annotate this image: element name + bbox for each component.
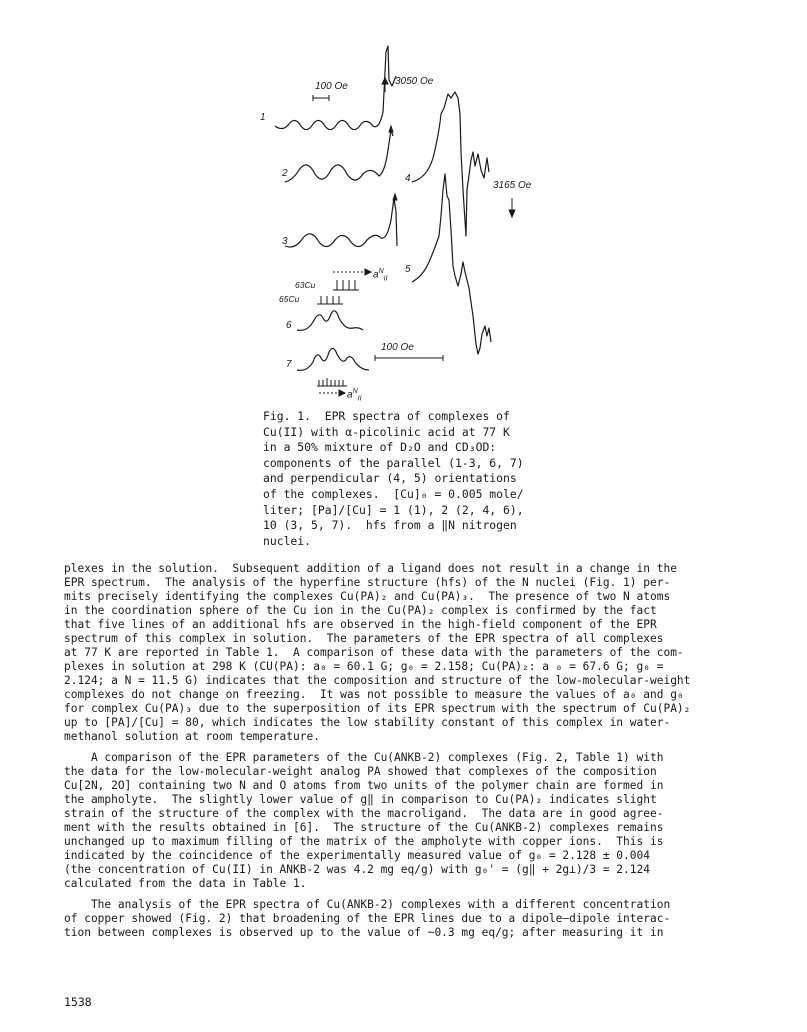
caption-line: nuclei.	[263, 533, 312, 548]
text-line: complexes do not change on freezing. It was not possible to measure the values of a₀ and g₀	[64, 688, 684, 701]
text-line: ment with the results obtained in [6]. The structure of the Cu(ANKB-2) complexes remains	[64, 821, 664, 834]
curve-number-5: 5	[405, 264, 411, 275]
text-line: for complex Cu(PA)₃ due to the superposition of its EPR spectrum with the spectrum of Cu(PA)₂	[64, 702, 691, 715]
text-line: of copper showed (Fig. 2) that broadening of the EPR lines due to a dipole–dipole interac-	[64, 912, 671, 925]
nitrogen-hfs-sticks	[317, 378, 347, 396]
caption-line: and perpendicular (4, 5) orientations	[263, 471, 517, 486]
field-marker-3165	[509, 198, 515, 217]
curve-number-3: 3	[282, 236, 288, 247]
caption-line: Fig. 1. EPR spectra of complexes of	[263, 409, 510, 423]
curve-number-4: 4	[405, 173, 411, 184]
figure-caption	[263, 409, 553, 549]
caption-line: components of the parallel (1-3, 6, 7)	[263, 455, 524, 470]
a-parallel-label-upper: $a^N_{II}$	[373, 268, 388, 283]
text-line: that five lines of an additional hfs are observed in the high-field component of the EPR	[64, 618, 657, 631]
caption-line: Cu(II) with α-picolinic acid at 77 K	[263, 424, 510, 439]
text-line: methanol solution at room temperature.	[64, 730, 320, 743]
scale-label-top: 100 Oe	[315, 81, 348, 92]
paragraph-1	[64, 562, 744, 744]
text-line: calculated from the data in Table 1.	[64, 877, 307, 890]
cu63-label: 63Cu	[295, 280, 316, 290]
scale-bar-top	[313, 95, 329, 101]
text-line: 2.124; a N = 11.5 G) indicates that the composition and structure of the low-molecular-weight	[64, 674, 691, 687]
spectrum-7	[297, 348, 369, 370]
cu65-label: 65Cu	[279, 294, 300, 304]
text-line: at 77 K are reported in Table 1. A comparison of these data with the parameters of the com-	[64, 646, 684, 659]
text-line: (the concentration of Cu(II) in ANKB-2 was 4.2 mg eq/g) with g₀' = (g‖ + 2g⊥)/3 = 2.124	[64, 863, 650, 876]
a-parallel-label-lower: $a^N_{II}$	[347, 388, 362, 403]
cu65-sticks	[317, 296, 343, 304]
cu63-sticks	[333, 269, 371, 290]
scale-bar-bottom	[375, 355, 443, 361]
paragraph-2	[64, 751, 744, 891]
text-line: in the coordination sphere of the Cu ion in the Cu(PA)₂ complex is confirmed by the fact	[64, 604, 657, 617]
text-line: strain of the structure of the complex with the macroligand. The data are in good agree-	[64, 807, 664, 820]
text-line: Cu[2N, 2O] containing two N and O atoms from two units of the polymer chain are formed in	[64, 779, 664, 792]
field-label-3165: 3165 Oe	[493, 180, 532, 191]
scale-label-bottom: 100 Oe	[381, 342, 414, 353]
curve-number-2: 2	[282, 168, 288, 179]
curve-number-7: 7	[286, 359, 292, 370]
caption-line: liter; [Pa]/[Cu] = 1 (1), 2 (2, 4, 6),	[263, 502, 524, 517]
spectrum-2	[285, 130, 393, 182]
page-number: 1538	[64, 995, 92, 1009]
text-line: The analysis of the EPR spectra of Cu(ANKB-2) complexes with a different concentration	[64, 898, 671, 911]
curve-number-1: 1	[260, 112, 266, 123]
text-line: unchanged up to maximum filling of the matrix of the ampholyte with copper ions. This is	[64, 835, 664, 848]
caption-line: 10 (3, 5, 7). hfs from a ‖N nitrogen	[263, 518, 517, 533]
text-line: spectrum of this complex in solution. The parameters of the EPR spectra of all complexes	[64, 632, 664, 645]
caption-line: in a 50% mixture of D₂O and CD₃OD:	[263, 440, 497, 455]
text-line: A comparison of the EPR parameters of the Cu(ANKB-2) complexes (Fig. 2, Table 1) with	[64, 751, 664, 764]
curve-number-6: 6	[286, 320, 292, 331]
spectrum-3	[285, 198, 397, 247]
text-line: indicated by the coincidence of the experimentally measured value of g₀ = 2.128 ± 0.004	[64, 849, 650, 862]
text-line: EPR spectrum. The analysis of the hyperfine structure (hfs) of the N nuclei (Fig. 1) per-	[64, 576, 671, 589]
field-label-3050: 3050 Oe	[395, 76, 434, 87]
spectrum-6	[297, 311, 363, 331]
figure-epr-spectra	[255, 40, 555, 403]
text-line: the ampholyte. The slightly lower value of g‖ in comparison to Cu(PA)₂ indicates slight	[64, 793, 657, 806]
text-line: up to [PA]/[Cu] = 80, which indicates the low stability constant of this complex in water-	[64, 716, 671, 729]
spectrum-5	[412, 174, 491, 354]
field-marker-3050	[382, 78, 388, 92]
caption-line: of the complexes. [Cu]₀ = 0.005 mole/	[263, 486, 524, 501]
text-line: tion between complexes is observed up to the value of ~0.3 mg eq/g; after measuring it in	[64, 926, 664, 939]
paragraph-3	[64, 898, 744, 940]
text-line: mits precisely identifying the complexes Cu(PA)₂ and Cu(PA)₃. The presence of two N atoms	[64, 590, 671, 603]
text-line: plexes in the solution. Subsequent addition of a ligand does not result in a change in the	[64, 562, 677, 575]
text-line: the data for the low-molecular-weight analog PA showed that complexes of the composition	[64, 765, 657, 778]
body-text	[64, 562, 744, 940]
text-line: plexes in solution at 298 K (CU(PA): a₀ = 60.1 G; g₀ = 2.158; Cu(PA)₂: a ₀ = 67.6 G; g₀ =	[64, 660, 664, 673]
